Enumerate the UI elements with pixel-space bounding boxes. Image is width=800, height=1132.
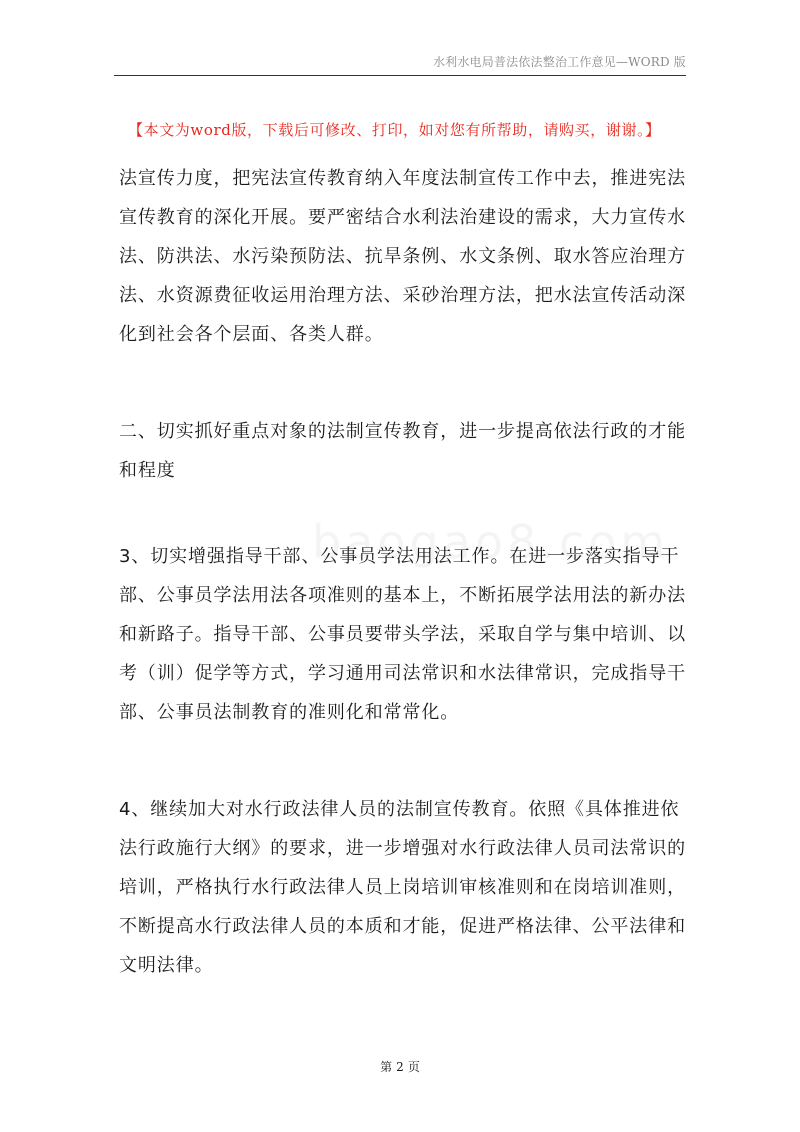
running-header: 水利水电局普法依法整治工作意见—WORD 版 xyxy=(432,55,686,69)
page-number: 2 xyxy=(396,1060,404,1074)
download-notice: 【本文为word版，下载后可修改、打印，如对您有所帮助，请购买，谢谢。】 xyxy=(128,121,661,139)
paragraph-continuation: 法宣传力度，把宪法宣传教育纳入年度法制宣传工作中去，推进宪法宣传教育的深化开展。要严密结合水利法治建设的需求，大力宣传水法、防洪法、水污染预防法、抗旱条例、水文条例、取水答应治理方法、水资源费征收运用治理方法、采砂治理方法，把水法宣传活动深化到社会各个层面、各类人群。 xyxy=(119,168,686,345)
section-heading: 二、切实抓好重点对象的法制宣传教育，进一步提高依法行政的才能和程度 xyxy=(119,421,686,481)
footer-prefix: 第 xyxy=(380,1060,393,1074)
footer-suffix: 页 xyxy=(407,1060,420,1074)
paragraph-item-4: 4、继续加大对水行政法律人员的法制宣传教育。依照《具体推进依法行政施行大纲》的要求，进一步增强对水行政法律人员司法常识的培训，严格执行水行政法律人员上岗培训审核准则和在岗培训准则，不断提高水行政法律人员的本质和才能，促进严格法律、公平法律和文明法律。 xyxy=(119,799,686,976)
paragraph-item-3: 3、切实增强指导干部、公事员学法用法工作。在进一步落实指导干部、公事员学法用法各项准则的基本上，不断拓展学法用法的新办法和新路子。指导干部、公事员要带头学法，采取自学与集中培训、以考（训）促学等方式，学习通用司法常识和水法律常识，完成指导干部、公事员法制教育的准则化和常常化。 xyxy=(119,546,686,723)
page-footer xyxy=(0,1058,800,1075)
header-divider xyxy=(114,75,686,76)
